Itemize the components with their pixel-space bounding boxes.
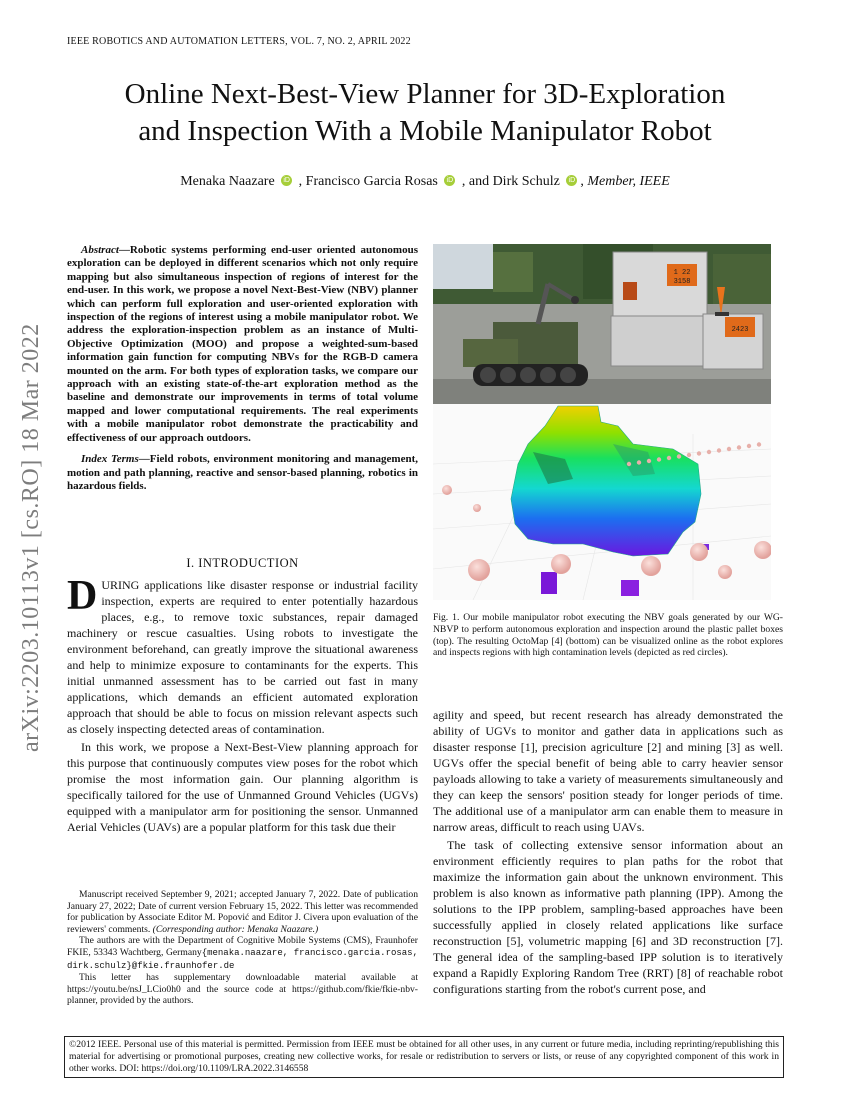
intro-paragraph-2: In this work, we propose a Next-Best-View planning approach for this purpose that continuously computes view poses for the robot which promise the most information gain. Our planning algorithm is specifically tailored for the use of Unmanned Ground Vehicles (UGVs) equipped with a manipulator arm for positioning the sensor. Unmanned Aerial Vehicles (UAVs) are a popular platform for this task due their	[67, 740, 418, 834]
box-1-label-line-2: 3158	[673, 278, 691, 286]
author-3-suffix: ,	[580, 174, 588, 189]
octomap-voxels	[433, 404, 771, 600]
index-terms-text: —Field robots, environment monitoring and management, motion and path planning, reactive and sensor-based planning, robotics in hazardous fields.	[67, 453, 418, 492]
member-designation: Member, IEEE	[587, 174, 670, 189]
trail-sphere	[697, 451, 701, 455]
octomap-visualization	[433, 404, 771, 600]
author-2: , Francisco Garcia Rosas	[298, 174, 438, 189]
intro-paragraph-1: URING applications like disaster response or industrial facility inspection, experts are required to enter potentially hazardous places, e.g., to remove toxic substances, repair damaged machinery or rescue casualties. Using robots to investigate the environment beforehand, can greatly improve the situational awareness and help to minimize exposure to contaminants for the experts. This initial unmanned assessment has to be carried out fast in many applications, which demands an efficient automated exploration approach that should be able to focus on mission relevant aspects such as closely inspecting detected areas of contamination.	[67, 578, 418, 736]
abstract-label: Abstract	[81, 244, 119, 256]
right-paragraph-2: The task of collecting extensive sensor information about an environment efficiently requires to plan paths for the robot that maximize the information gain about the unknown environment. This problem is also known as informative path planning (IPP). Among the solutions to the IPP problem, sampling-based approaches have been successfully applied in closely related applications like surface reconstruction [5], volumetric mapping [6] and 3D reconstruction [7]. The general idea of the sampling-based IPP solution is to iteratively expand a Rapidly Exploring Random Tree (RRT) [8] of reachable robot configurations starting from the robot's current pose, and	[433, 838, 783, 996]
section-heading: I. INTRODUCTION	[186, 556, 299, 570]
footnote-affiliation: The authors are with the Department of Cognitive Mobile Systems (CMS), Fraunhofer FKIE, 53343 Wachtberg, Germany	[67, 935, 418, 958]
orcid-icon[interactable]: iD	[281, 175, 292, 186]
journal-header: IEEE ROBOTICS AND AUTOMATION LETTERS, VOL. 7, NO. 2, APRIL 2022	[67, 36, 411, 47]
trail-sphere	[727, 447, 731, 451]
author-emails[interactable]: {menaka.naazare, francisco.garcia.rosas, dirk.schulz}@fkie.fraunhofer.de	[67, 947, 418, 971]
trail-sphere	[667, 456, 671, 460]
orcid-icon[interactable]: iD	[566, 175, 577, 186]
trail-sphere	[737, 445, 741, 449]
box-2-label: 2423	[731, 326, 749, 334]
box-1-label-line-1: 1 22	[673, 269, 691, 277]
drop-cap: D	[67, 573, 98, 619]
author-3: , and Dirk Schulz	[461, 174, 560, 189]
trail-sphere	[747, 444, 751, 448]
right-paragraph-1: agility and speed, but recent research has already demonstrated the ability of UGVs to monitor and gather data in applications such as disaster response [1], precision agriculture [2] and mining [3] as well. UGVs offer the special benefit of being able to carry heavier sensor payloads allowing to take a variety of measurements simultaneously and they can keep the sensors' position steady for longer periods of time. The additional use of a manipulator arm can enable them to measure in narrow areas, difficult to reach using UAVs.	[433, 708, 783, 834]
trail-sphere	[717, 448, 721, 452]
footnote-supplementary: This letter has supplementary downloadable material available at https://youtu.be/nsJ_LCio0h0 and the source code at https://github.com/fkie/fkie-nbv-planner, provided by the authors.	[67, 972, 418, 1007]
robot-photo	[433, 244, 771, 404]
orcid-icon[interactable]: iD	[444, 175, 455, 186]
trail-sphere	[677, 454, 681, 458]
abstract	[67, 244, 418, 501]
introduction-text	[67, 573, 418, 837]
corresponding-author: (Corresponding author: Menaka Naazare.)	[152, 923, 319, 935]
copyright-notice: ©2012 IEEE. Personal use of this material is permitted. Permission from IEEE must be obtained for all other uses, in any current or future media, including reprinting/republishing this material for advertising or promotional purposes, creating new collective works, for resale or redistribution to servers or lists, or reuse of any copyrighted component of this work in other works. DOI: https://doi.org/10.1109/LRA.2022.3146558	[64, 1036, 784, 1078]
robot-scene-illustration	[433, 244, 771, 404]
paper-title	[40, 76, 810, 150]
figure-caption: Fig. 1. Our mobile manipulator robot executing the NBV goals generated by our WG-NBVP to perform autonomous exploration and inspection around the plastic pallet boxes (top). The resulting OctoMap [4] (bottom) can be visualized online as the robot explores and inspects regions with high contamination levels (depicted as red circles).	[433, 612, 783, 659]
author-list	[40, 174, 810, 190]
trail-sphere	[637, 460, 641, 464]
footnote	[67, 889, 418, 1007]
title-line-2: and Inspection With a Mobile Manipulator Robot	[138, 115, 712, 147]
trail-sphere	[687, 453, 691, 457]
right-column-text	[433, 707, 783, 999]
index-terms-label: Index Terms	[81, 453, 139, 466]
author-1: Menaka Naazare	[180, 174, 275, 189]
abstract-text: —Robotic systems performing end-user oriented autonomous exploration can be deployed in different scenarios which not only require mapping but also simultaneous inspection of regions of interest for the end-user. In this work, we propose a novel Next-Best-View (NBV) planner which can perform full exploration and user-oriented exploration with inspection of the regions of interest using a mobile manipulator robot. We address the exploration-inspection problem as an instance of Multi-Objective Optimization (MOO) and propose a weighted-sum-based information gain function for computing NBVs for the RGB-D camera mounted on the arm. For both types of exploration tasks, we compare our approach with an existing state-of-the-art exploration method as the baseline and demonstrate our improvements in terms of total volume mapped and lower computational requirements. The real experiments with a mobile manipulator robot demonstrate the practicability and effectiveness of our approach outdoors.	[67, 244, 418, 444]
trail-sphere	[627, 462, 631, 466]
footnote-manuscript: Manuscript received September 9, 2021; accepted January 7, 2022. Date of publication January 27, 2022; Date of current version February 15, 2022. This letter was recommended for publication by Associate Editor M. Popović and Editor J. Civera upon evaluation of the reviewers' comments.	[67, 889, 418, 935]
trail-sphere	[707, 450, 711, 454]
arxiv-stamp: arXiv:2203.10113v1 [cs.RO] 18 Mar 2022	[18, 323, 44, 752]
trail-sphere	[647, 459, 651, 463]
trail-sphere	[657, 457, 661, 461]
title-line-1: Online Next-Best-View Planner for 3D-Exploration	[124, 78, 726, 110]
trail-sphere	[757, 442, 761, 446]
